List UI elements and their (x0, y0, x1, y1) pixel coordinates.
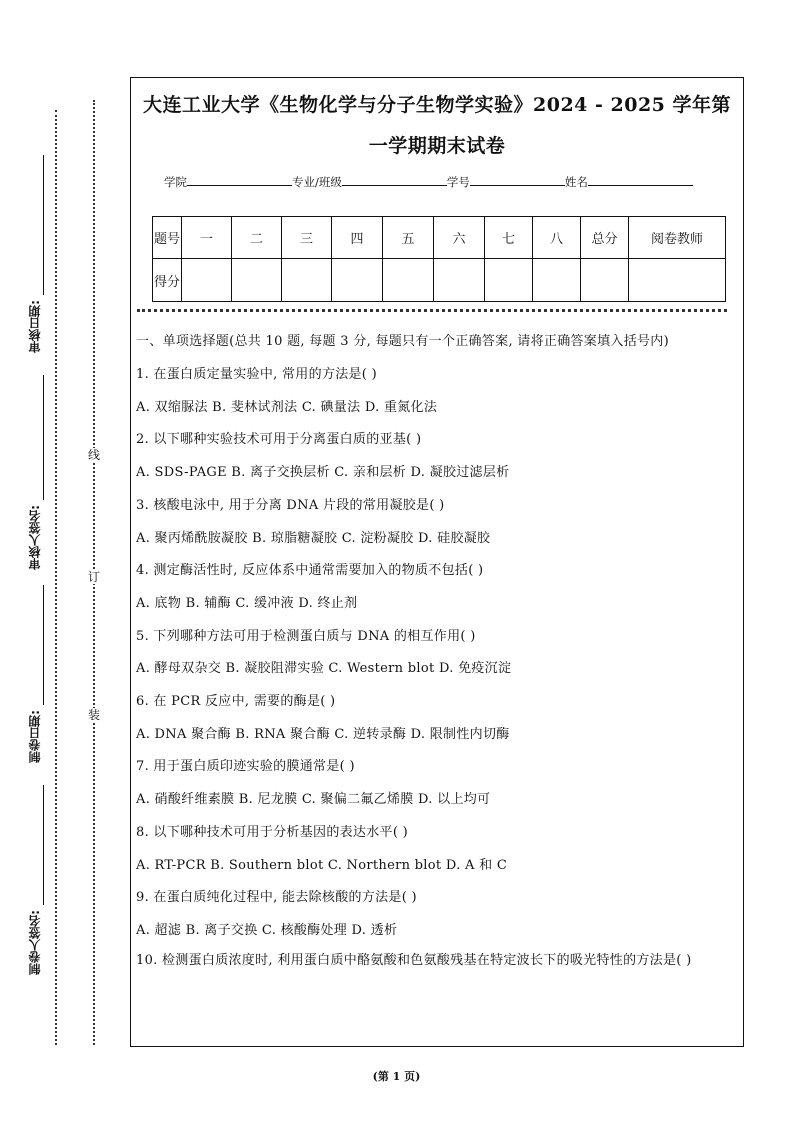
score-cell[interactable] (232, 259, 282, 302)
score-table-col-3: 三 (282, 217, 332, 259)
question: 9. 在蛋白质纯化过程中, 能去除核酸的方法是( ) (136, 890, 417, 906)
question-options: A. 聚丙烯酰胺凝胶 B. 琼脂糖凝胶 C. 淀粉凝胶 D. 硅胶凝胶 (136, 530, 491, 546)
question-options: A. 酵母双杂交 B. 凝胶阻滞实验 C. Western blot D. 免疫沉淀 (136, 661, 512, 677)
name-field[interactable] (588, 174, 693, 186)
score-table (152, 216, 726, 302)
score-table-col-4: 四 (332, 217, 383, 259)
page-number: (第 1 页) (372, 1070, 421, 1083)
score-table-col-7: 七 (485, 217, 533, 259)
question: 7. 用于蛋白质印迹实验的膜通常是( ) (136, 759, 355, 775)
question-options: A. RT-PCR B. Southern blot C. Northern blot D. A 和 C (136, 857, 508, 873)
question-options: A. 双缩脲法 B. 斐林试剂法 C. 碘量法 D. 重氮化法 (136, 399, 438, 415)
maker-date-label: 制卷日期: (28, 710, 42, 763)
question-options: A. 硝酸纤维素膜 B. 尼龙膜 C. 聚偏二氟乙烯膜 D. 以上均可 (136, 792, 491, 808)
binding-word-staple: 订 (88, 570, 101, 584)
score-table-col-1: 一 (182, 217, 232, 259)
score-cell[interactable] (182, 259, 232, 302)
question: 1. 在蛋白质定量实验中, 常用的方法是( ) (136, 367, 377, 382)
reviewer-date-label: 审核日期: (28, 300, 42, 353)
score-table-col-reviewer: 阅卷教师 (629, 217, 726, 259)
score-cell[interactable] (434, 259, 485, 302)
binding-word-bind: 装 (88, 708, 101, 722)
question: 10. 检测蛋白质浓度时, 利用蛋白质中酪氨酸和色氨酸残基在特定波长下的吸光特性的方法是( ) (136, 952, 692, 968)
major-label: 专业/班级 (292, 175, 342, 189)
exam-title-line1: 大连工业大学《生物化学与分子生物学实验》2024 - 2025 学年第 (143, 94, 731, 116)
score-table-col-total: 总分 (581, 217, 629, 259)
score-table-col-2: 二 (232, 217, 282, 259)
section-separator (137, 309, 727, 312)
student-id-field[interactable] (470, 174, 565, 186)
score-table-score-label: 得分 (153, 259, 182, 302)
question-options: A. 底物 B. 辅酶 C. 缓冲液 D. 终止剂 (136, 595, 358, 611)
student-info-row (164, 174, 693, 190)
question: 8. 以下哪种技术可用于分析基因的表达水平( ) (136, 824, 409, 840)
score-table-col-5: 五 (383, 217, 434, 259)
name-label: 姓名 (564, 175, 588, 189)
score-cell[interactable] (282, 259, 332, 302)
question-section (136, 331, 742, 972)
student-id-label: 学号 (446, 175, 470, 189)
reviewer-date-line[interactable] (43, 155, 44, 295)
exam-frame (130, 77, 744, 1047)
score-table-header-label: 题号 (153, 217, 182, 259)
major-field[interactable] (342, 174, 447, 186)
maker-date-line[interactable] (43, 585, 44, 705)
maker-sign-line[interactable] (43, 785, 44, 905)
college-label: 学院 (164, 175, 187, 189)
score-cell-reviewer[interactable] (629, 259, 726, 302)
score-cell[interactable] (383, 259, 434, 302)
binding-word-line: 线 (88, 448, 101, 462)
question-options: A. DNA 聚合酶 B. RNA 聚合酶 C. 逆转录酶 D. 限制性内切酶 (136, 726, 510, 742)
question-options: A. 超滤 B. 离子交换 C. 核酸酶处理 D. 透析 (136, 922, 398, 938)
score-cell[interactable] (533, 259, 581, 302)
question: 3. 核酸电泳中, 用于分离 DNA 片段的常用凝胶是( ) (136, 497, 445, 513)
question: 4. 测定酶活性时, 反应体系中通常需要加入的物质不包括( ) (136, 563, 484, 579)
college-field[interactable] (187, 174, 292, 186)
score-cell-total[interactable] (581, 259, 629, 302)
reviewer-sign-label: 审核人签名: (28, 505, 42, 570)
score-cell[interactable] (332, 259, 383, 302)
score-table-col-8: 八 (533, 217, 581, 259)
maker-sign-label: 制卷人签名: (28, 910, 42, 975)
question-options: A. SDS-PAGE B. 离子交换层析 C. 亲和层析 D. 凝胶过滤层析 (136, 465, 510, 481)
binding-dotted-line-outer (55, 110, 57, 1045)
reviewer-sign-line[interactable] (43, 375, 44, 500)
exam-title-line2: 一学期期末试卷 (368, 135, 506, 157)
question: 5. 下列哪种方法可用于检测蛋白质与 DNA 的相互作用( ) (136, 628, 476, 644)
score-cell[interactable] (485, 259, 533, 302)
section-intro: 一、单项选择题(总共 10 题, 每题 3 分, 每题只有一个正确答案, 请将正确答案填入括号内) (136, 334, 669, 349)
score-table-col-6: 六 (434, 217, 485, 259)
question: 6. 在 PCR 反应中, 需要的酶是( ) (136, 694, 336, 710)
question: 2. 以下哪种实验技术可用于分离蛋白质的亚基( ) (136, 432, 422, 448)
